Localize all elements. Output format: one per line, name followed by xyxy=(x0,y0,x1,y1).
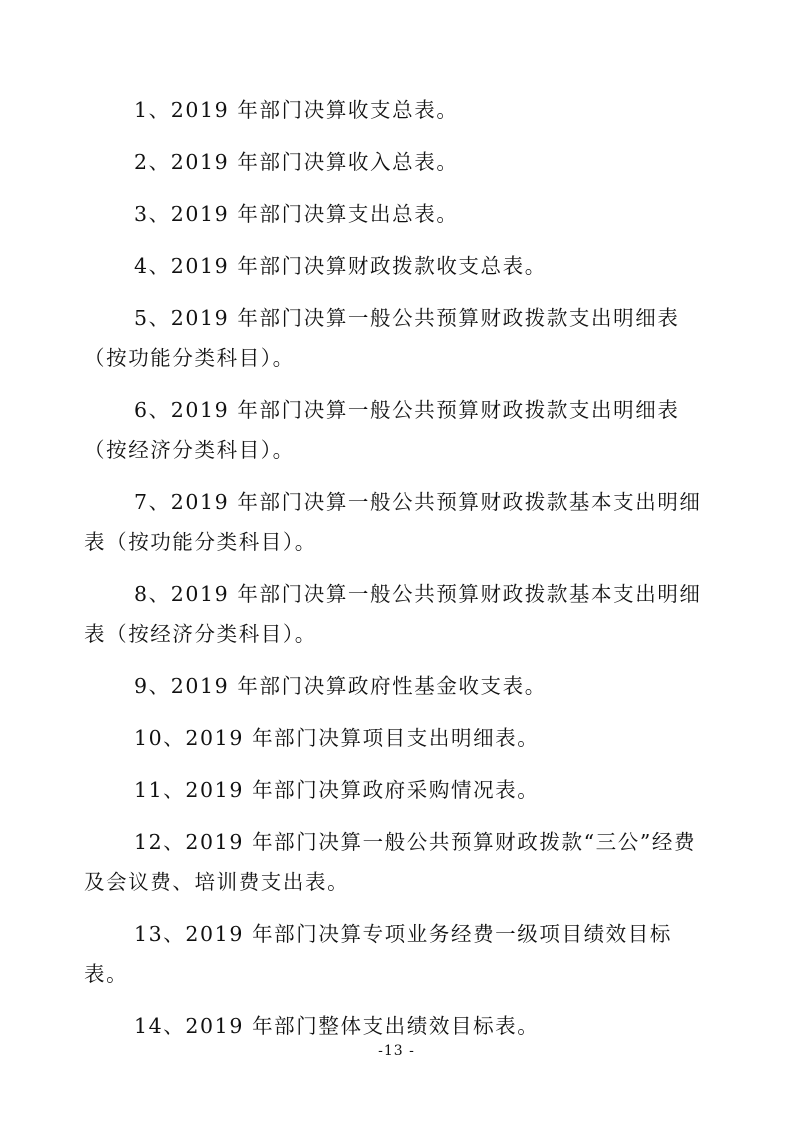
list-item: 14、2019 年部门整体支出绩效目标表。 xyxy=(134,1014,540,1038)
list-item: 6、2019 年部门决算一般公共预算财政拨款支出明细表（按经济分类科目）。 xyxy=(84,398,680,462)
table-list xyxy=(84,90,714,1058)
list-item: 13、2019 年部门决算专项业务经费一级项目绩效目标表。 xyxy=(84,922,672,986)
list-item: 3、2019 年部门决算支出总表。 xyxy=(134,202,459,226)
page-number: -13 - xyxy=(378,1043,415,1059)
list-item: 10、2019 年部门决算项目支出明细表。 xyxy=(134,726,540,750)
list-item: 11、2019 年部门决算政府采购情况表。 xyxy=(134,778,540,802)
list-item: 4、2019 年部门决算财政拨款收支总表。 xyxy=(134,254,547,278)
list-item: 7、2019 年部门决算一般公共预算财政拨款基本支出明细表（按功能分类科目）。 xyxy=(84,490,702,554)
list-item: 2、2019 年部门决算收入总表。 xyxy=(134,150,459,174)
list-item: 12、2019 年部门决算一般公共预算财政拨款“三公”经费及会议费、培训费支出表。 xyxy=(84,830,697,894)
list-item: 5、2019 年部门决算一般公共预算财政拨款支出明细表（按功能分类科目）。 xyxy=(84,306,680,370)
list-item: 9、2019 年部门决算政府性基金收支表。 xyxy=(134,674,547,698)
list-item: 8、2019 年部门决算一般公共预算财政拨款基本支出明细表（按经济分类科目）。 xyxy=(84,582,702,646)
list-item: 1、2019 年部门决算收支总表。 xyxy=(134,98,459,122)
